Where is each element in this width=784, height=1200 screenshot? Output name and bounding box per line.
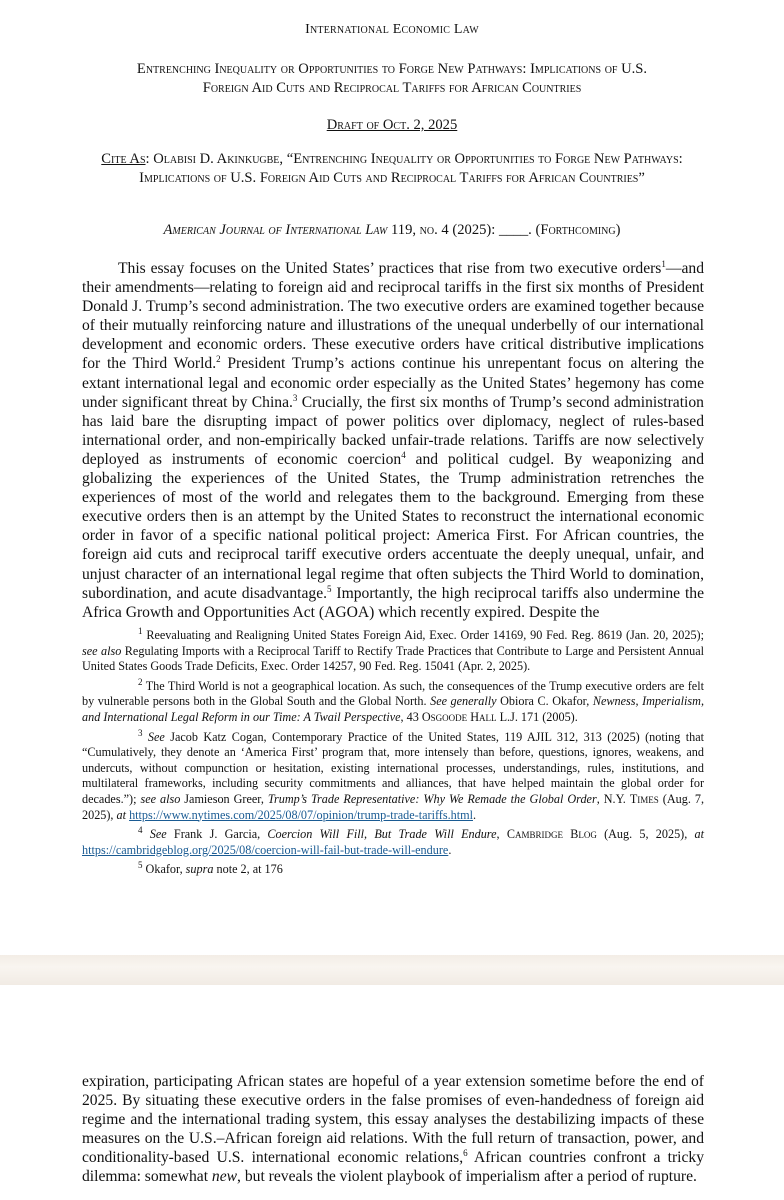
journal-name: Osgoode Hall [421, 709, 497, 724]
footnote-text: , [496, 827, 507, 842]
body-text: African countries confront a tricky dilemma: somewhat [82, 1149, 705, 1186]
footnote-5 [82, 862, 704, 878]
signal: See generally [430, 694, 497, 709]
footnote-number: 2 [138, 676, 143, 687]
cite-label: Cite As [101, 151, 146, 167]
page-separator [0, 955, 784, 985]
signal: See [147, 729, 165, 744]
footnote-text: . [472, 807, 477, 822]
footnote-number: 4 [138, 825, 143, 836]
footnote-text: (Aug. 7, 2025), [82, 791, 704, 822]
citation-block [90, 150, 694, 188]
body-text: expiration, participating African states are hopeful of a year extension sometime before the end of 2025. By situating these executive orders in the false promises of even-handedness of foreign aid regime and the international trading system, this essay analyses the destabilizing impacts of these measures on the U.S.–African foreign aid relations. With the full return of transaction, power, and conditionality-based U.S. international economic relations, [82, 1073, 704, 1167]
footnote-number: 3 [138, 727, 143, 738]
title-line-2: Foreign Aid Cuts and Reciprocal Tariffs for African Countries [202, 80, 582, 96]
journal-name: Times [629, 791, 659, 806]
article-title: Newness, Imperialism, and International Legal Reform in our Time: A Twail Perspective [82, 694, 705, 724]
title-line-1: Entrenching Inequality or Opportunities to Forge New Pathways: Implications of U.S. [136, 61, 648, 77]
signal: at [694, 827, 705, 842]
journal-name: Cambridge Blog [506, 827, 597, 842]
body-paragraph-continued [82, 1072, 704, 1187]
footnote-number: 1 [138, 625, 143, 636]
footnote-ref-1[interactable]: 1 [661, 258, 666, 269]
article-title: Trump’s Trade Representative: Why We Remade the Global Order [267, 791, 597, 806]
footnote-4 [82, 827, 704, 858]
footnote-text: Jamieson Greer, [180, 791, 268, 806]
footnote-text: (Aug. 5, 2025), [596, 827, 695, 842]
footnote-ref-5[interactable]: 5 [327, 583, 332, 594]
body-text: This essay focuses on the United States’ practices that rise from two executive orders [118, 260, 662, 277]
footnote-text: The Third World is not a geographical location. As such, the consequences of the Trump executive orders are felt by vulnerable persons both in the Global South and the Global North. [82, 678, 704, 709]
footnote-ref-6[interactable]: 6 [463, 1148, 468, 1159]
journal-volume: 119, no. 4 (2025): ____. (Forthcoming) [387, 222, 621, 238]
footnote-text: Okafor, [142, 862, 186, 877]
footnote-1 [82, 625, 704, 675]
journal-header: International Economic Law [305, 22, 479, 37]
footnote-text: note 2, at 176 [213, 862, 283, 877]
journal-citation [0, 222, 784, 239]
body-text: , but reveals the violent playbook of imperialism after a period of rupture. [237, 1168, 697, 1186]
signal: see also [140, 791, 181, 806]
footnote-text: L.J. 171 (2005). [496, 709, 578, 724]
body-text: Importantly, the high reciprocal tariffs also undermine the Africa Growth and Opportunities Act (AGOA) which recently expired. Despite the [82, 584, 704, 621]
footnote-text: Regulating Imports with a Reciprocal Tariff to Rectify Trade Practices that Contribute to Large and Persistent Annual United States Goods Trade Deficits, Exec. Order 14257, 90 Fed. Reg. 15041 (Apr. 2, 2025). [82, 643, 704, 674]
footnote-ref-2[interactable]: 2 [216, 354, 221, 365]
cite-text: : Olabisi D. Akinkugbe, “Entrenching Inequality or Opportunities to Forge New Pathways: Implications of U.S. Foreign Aid Cuts and Reciprocal Tariffs for African Countries” [139, 151, 683, 186]
footnote-text: Reevaluating and Realigning United States Foreign Aid, Exec. Order 14169, 90 Fed. Reg. 8619 (Jan. 20, 2025); [142, 628, 704, 642]
signal: at [116, 807, 127, 822]
footnote-text: , N.Y. [596, 791, 630, 806]
signal: See [149, 827, 167, 842]
footnote-text: . [448, 842, 452, 857]
footnote-number: 5 [138, 860, 143, 871]
article-title [70, 60, 714, 98]
nytimes-link[interactable]: https://www.nytimes.com/2025/08/07/opinion/trump-trade-tariffs.html [129, 807, 473, 822]
body-text: President Trump’s actions continue his unrepentant focus on altering the extant international legal and economic order especially as the United States’ hegemony has come under significant threat by China. [82, 355, 704, 411]
signal: see also [82, 643, 122, 658]
draft-date: Draft of Oct. 2, 2025 [326, 117, 458, 133]
footnote-2 [82, 676, 705, 726]
footnotes [82, 625, 705, 882]
footnote-3 [82, 727, 704, 824]
emphasis-text: new [211, 1168, 238, 1186]
body-text: —and their amendments—relating to foreign aid and reciprocal tariffs in the first six months of President Donald J. Trump’s second administration. The two executive orders are examined together because of their mutually reinforcing nature and illustrations of the unequal underbelly of our international development and economic orders. These executive orders have critical distributive implications for the Third World. [82, 260, 704, 373]
footnote-ref-4[interactable]: 4 [401, 449, 406, 460]
signal: supra [185, 862, 214, 877]
footnote-text: , 43 [400, 709, 422, 724]
body-paragraph [82, 259, 704, 622]
footnote-text: Frank J. Garcia, [166, 827, 268, 842]
footnote-ref-3[interactable]: 3 [292, 392, 298, 403]
cambridge-blog-link[interactable]: https://cambridgeblog.org/2025/08/coercion-will-fail-but-trade-will-endure [82, 842, 449, 857]
body-text: and political cudgel. By weaponizing and globalizing the experiences of the United States, the Trump administration retrenches the experiences of most of the world and relegates them to the background. Emerging from these executive orders then is an attempt by the United States to reconstruct the international economic order in favor of a specific national political project: America First. For African countries, the foreign aid cuts and reciprocal tariff executive orders accentuate the deeply unequal, unfair, and unjust character of an international legal regime that often subjects the Third World to domination, subordination, and acute disadvantage. [82, 450, 704, 602]
article-title: Coercion Will Fill, But Trade Will Endure [267, 827, 497, 842]
footnote-text: Jacob Katz Cogan, Contemporary Practice of the United States, 119 AJIL 312, 313 (2025) (noting that “Cumulatively, they denote an ‘America First’ program that, more intensely than before, questions, ignores, weakens, and undercuts, without compunction or hesitation, existing international processes, understandings, rules, institutions, and multilateral frameworks, including security commitments and alliances, that have helped maintain the global order for decades.”); [82, 729, 704, 806]
body-text: Crucially, the first six months of Trump’s second administration has laid bare the disrupting impact of power politics over diplomacy, neglect of rules-based international order, and non-empirically backed unfair-trade relations. Tariffs are now selectively deployed as instruments of economic coercion [82, 393, 704, 468]
journal-name: American Journal of International Law [163, 222, 388, 238]
footnote-text: Obiora C. Okafor, [496, 694, 593, 709]
